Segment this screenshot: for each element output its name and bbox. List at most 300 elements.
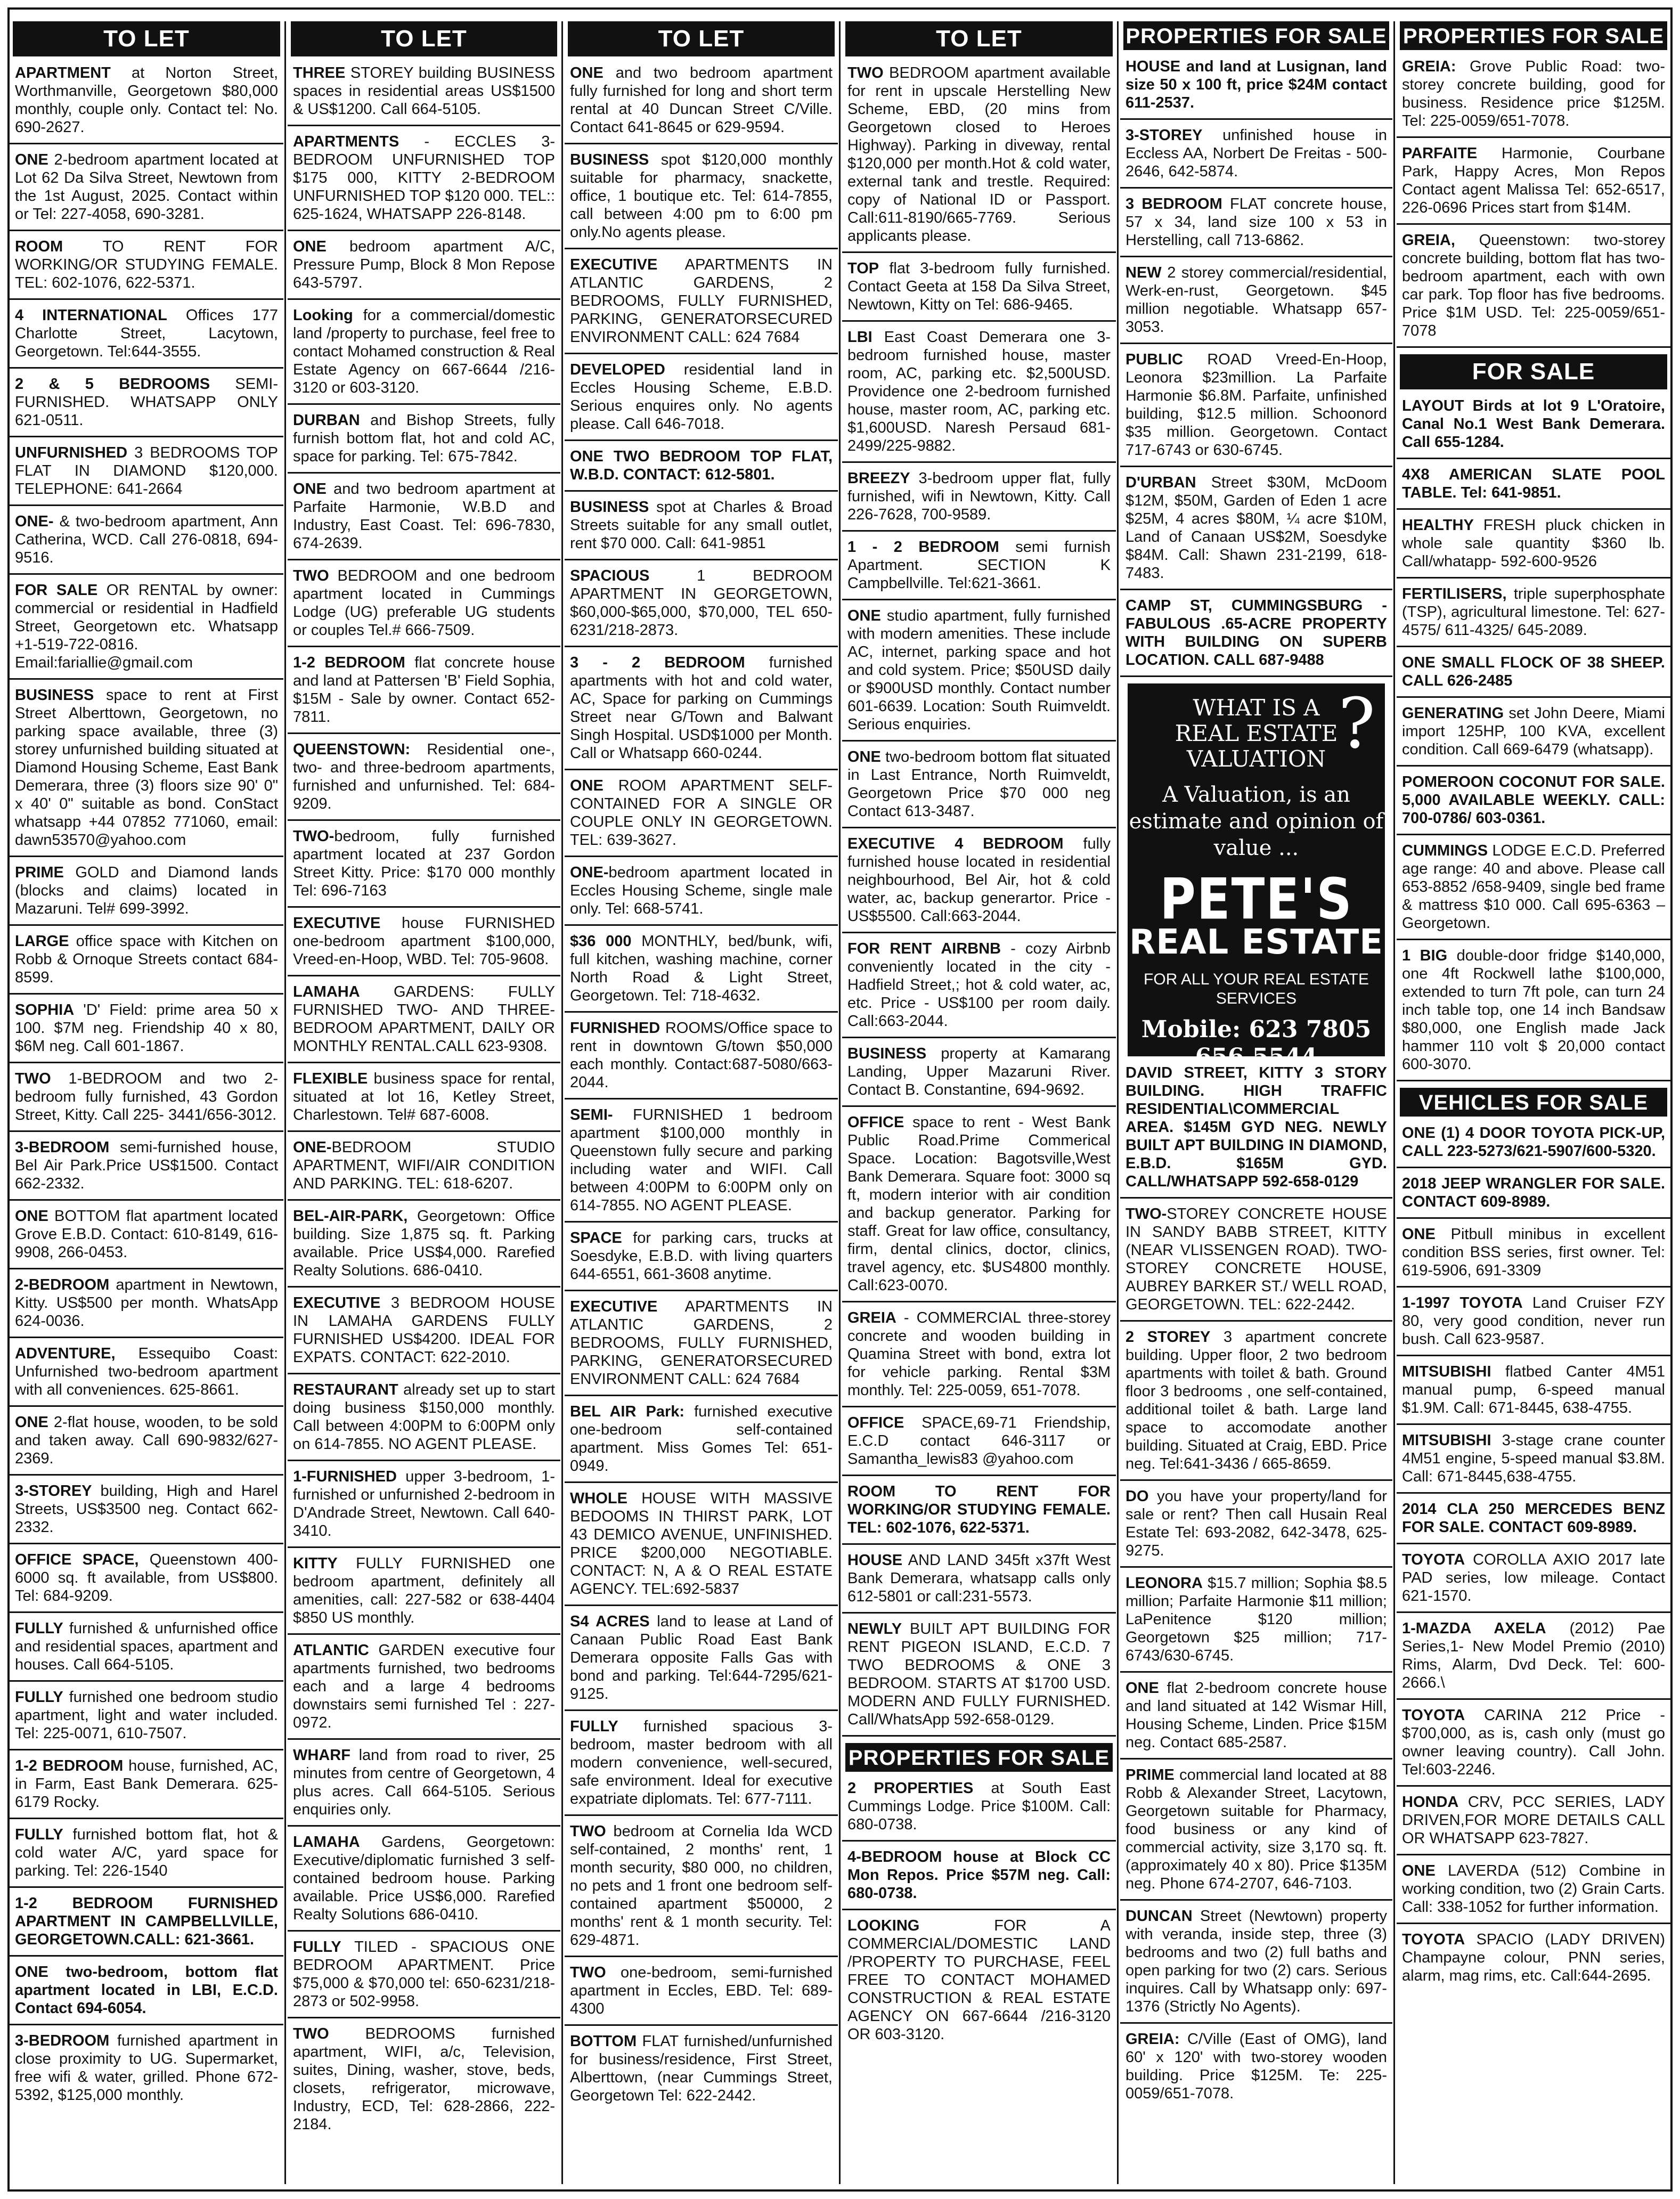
classified-ad: [1120, 1574, 1392, 1673]
ad-lead: FERTILISERS,: [1402, 585, 1507, 602]
ad-text: STOREY CONCRETE HOUSE IN SANDY BABB STREET, KITTY (NEAR VLISSENGEN ROAD). TWO-STOREY CONCRETE HOUSE, AUBREY BARKER ST./ WELL ROAD, GEORGETOWN. TEL: 622-2442.: [1126, 1206, 1387, 1313]
section-header: PROPERTIES FOR SALE: [1400, 21, 1667, 50]
ad-text: land to lease at Land of Canaan Public Road East Bank Demerara opposite Falls Gas with bond and parking. Tel:644-7295/621-9125.: [570, 1613, 833, 1703]
classified-ad: [10, 306, 283, 369]
classified-ad: [288, 133, 560, 231]
ad-text: LODGE E.C.D. Preferred age range: 40 and above. Please call 653-8852 /658-9409, single bed frame & mattress $10 000. Call 695-6363 – Georgetown.: [1402, 842, 1665, 932]
ad-lead: PARFAITE: [1402, 145, 1478, 162]
ad-text: studio apartment, fully furnished with modern amenities. These include AC, internet, parking space and hot and cold system. Price; $50USD daily or $900USD monthly. Contact number 601-6639. Location: South Ruimveldt. Serious enquiries.: [847, 607, 1111, 733]
classified-ad: [1120, 1064, 1392, 1199]
ad-text: BOTTOM flat apartment located Grove E.B.D. Contact: 610-8149, 616-9908, 266-0453.: [15, 1208, 278, 1261]
ad-lead: RESTAURANT: [293, 1381, 398, 1398]
ad-lead: 3-STOREY: [1126, 127, 1203, 144]
ad-text: Residential one-, two- and three-bedroom apartments, furnished and unfurnished. Tel: 684-9209.: [293, 741, 555, 812]
ad-lead: OFFICE SPACE,: [15, 1551, 139, 1568]
classified-ad: [10, 1551, 283, 1613]
ad-text: MONTHLY, bed/bunk, wifi, full kitchen, washing machine, corner North Road & Light Street, Georgetown. Tel: 718-4632.: [570, 933, 833, 1004]
ad-text: bedroom, fully furnished apartment located at 237 Gordon Street Kitty. Price: $170 000 monthly Tel: 696-7163: [293, 828, 555, 899]
ad-text: LAVERDA (512) Combine in working condition, two (2) Grain Carts. Call: 338-1052 for further information.: [1402, 1862, 1665, 1916]
ad-lead: MITSUBISHI: [1402, 1432, 1491, 1449]
ad-text: - ECCLES 3-BEDROOM UNFURNISHED TOP $175 000, KITTY 2-BEDROOM UNFURNISHED TOP $120 000. TEL:: 625-1624, WHATSAPP 226-8148.: [293, 133, 555, 223]
classified-ad: [1120, 264, 1392, 344]
ad-lead: FULLY: [293, 1939, 341, 1956]
classified-ad: [10, 1894, 283, 1957]
ad-text: land from road to river, 25 minutes from centre of Georgetown, 4 plus acres. Call 664-5105. Serious enquiries only.: [293, 1747, 555, 1818]
classified-ad: [1120, 1487, 1392, 1568]
ad-text: FRESH pluck chicken in whole sale quantity $360 lb. Call/whatapp- 592-600-9526: [1402, 517, 1665, 570]
classified-ad: [1397, 1431, 1670, 1494]
classified-ad: [288, 64, 560, 126]
ad-text: TILED - SPACIOUS ONE BEDROOM APARTMENT. Price $75,000 & $70,000 tel: 650-6231/218-2873 or 502-9958.: [293, 1939, 555, 2010]
classified-ad: [288, 306, 560, 405]
ad-text: $15.7 million; Sophia $8.5 million; Parfaite Harmonie $11 million; LaPenitence $120 million; Georgetown $25 million; 717-6743/630-6745.: [1126, 1575, 1387, 1664]
ad-text: APARTMENTS IN ATLANTIC GARDENS, 2 BEDROOMS, FULLY FURNISHED, PARKING, GENERATORSECURED ENVIRONMENT CALL: 624 7684: [570, 256, 833, 346]
ad-lead: EXECUTIVE: [293, 1294, 381, 1312]
ad-lead: QUEENSTOWN:: [293, 741, 411, 758]
ad-text: TO RENT FOR WORKING/OR STUDYING FEMALE. TEL: 602-1076, 622-5371.: [15, 238, 278, 291]
ad-lead: WHARF: [293, 1747, 350, 1764]
ad-lead: 2018 JEEP WRANGLER FOR SALE. CONTACT 609-8989.: [1402, 1175, 1665, 1210]
ad-text: East Coast Demerara one 3-bedroom furnished house, master room, AC, parking etc. $2,500USD. Providence one 2-bedroom furnished house, master room, AC, parking etc. $1,600USD. Naresh Persaud 681-2499/225-9882.: [847, 329, 1111, 454]
ad-lead: BUSINESS: [570, 499, 649, 516]
ad-text: for parking cars, trucks at Soesdyke, E.B.D. with living quarters 644-6551, 661-3608 anytime.: [570, 1229, 833, 1283]
classified-ad: [1120, 1679, 1392, 1760]
classified-ad: [288, 1381, 560, 1461]
classified-ad: [565, 1229, 838, 1291]
ad-lead: EXECUTIVE 4 BEDROOM: [847, 835, 1064, 852]
section-header: VEHICLES FOR SALE: [1400, 1088, 1667, 1117]
ad-lead: ONE: [293, 480, 327, 498]
classified-ad: [288, 740, 560, 821]
classified-ad: [565, 256, 838, 354]
classified-ad: [10, 1826, 283, 1888]
classified-ad: [565, 777, 838, 857]
ad-lead: TWO: [570, 1823, 606, 1840]
ad-lead: EXECUTIVE: [293, 915, 381, 932]
classified-ad: [1397, 585, 1670, 647]
ad-text: FLAT furnished/unfurnished for business/residence, First Street, Alberttown, (near Cummings Street, Georgetown Tel: 622-2442.: [570, 2033, 833, 2104]
ad-lead: ONE: [15, 151, 48, 168]
classified-ad: [1120, 1907, 1392, 2024]
ad-text: furnished apartment in close proximity to UG. Supermarket, free wifi & water, grilled. Phone 672-5392, $125,000 monthly.: [15, 2032, 278, 2104]
ad-lead: WHOLE: [570, 1490, 627, 1507]
classifieds-page: [7, 7, 1673, 2192]
ad-text: flat 2-bedroom concrete house and land situated at 142 Wismar Hill, Housing Scheme, Linden. Price $15M neg. Contact 685-2587.: [1126, 1680, 1387, 1751]
classified-ad: [288, 654, 560, 734]
ad-text: Grove Public Road: two-storey concrete building, good for business. Residence price $125M. Tel: 225-0059/651-7078.: [1402, 58, 1665, 129]
classified-ad: [1397, 1706, 1670, 1787]
classified-ad: [1397, 1175, 1670, 1219]
classified-ad: [288, 827, 560, 908]
ad-text: SPACE,69-71 Friendship, E.C.D contact 646-3117 or Samantha_lewis83 @yahoo.com: [847, 1414, 1111, 1468]
classified-ad: [842, 940, 1116, 1038]
ad-lead: NEW: [1126, 264, 1162, 281]
classified-ad: [565, 498, 838, 560]
ad-lead: ONE-: [570, 864, 609, 881]
classified-ad: [10, 1482, 283, 1544]
ad-lead: ONE (1) 4 DOOR TOYOTA PICK-UP, CALL 223-5273/621-5907/600-5320.: [1402, 1125, 1665, 1160]
ad-text: BEDROOM STUDIO APARTMENT, WIFI/AIR CONDITION AND PARKING. TEL: 618-6207.: [293, 1139, 555, 1192]
ad-text: C/Ville (East of OMG), land 60' x 120' with two-storey wooden building. Price $125M. Te: 225-0059/651-7078.: [1126, 2031, 1387, 2102]
ad-lead: 1 BIG: [1402, 947, 1448, 964]
ad-text: flat concrete house and land at Pattersen 'B' Field Sophia, $15M - Sale by owner. Contact 652-7811.: [293, 654, 555, 726]
ad-text: STOREY building BUSINESS spaces in residential areas US$1500 & US$1200. Call 664-5105.: [293, 64, 555, 118]
ad-lead: 2-BEDROOM: [15, 1276, 110, 1293]
classified-ad: [1397, 516, 1670, 579]
ad-text: Essequibo Coast: Unfurnished two-bedroom apartment with all conveniences. 625-8661.: [15, 1345, 278, 1398]
ad-text: at Norton Street, Worthmanville, Georgetown $80,000 monthly, couple only. Contact tel: No. 690-2627.: [15, 64, 278, 136]
ad-lead: 3-BEDROOM: [15, 1139, 110, 1156]
classified-ad: [288, 411, 560, 474]
section-header: TO LET: [13, 21, 280, 56]
classified-ad: [288, 1833, 560, 1932]
ad-lead: FULLY: [15, 1620, 63, 1637]
ad-text: - cozy Airbnb conveniently located in the city - Hadfield Street,; hot & cold water, ac, etc. Price - US$100 per room daily. Call:663-2044.: [847, 940, 1111, 1030]
ad-text: 1 BEDROOM APARTMENT IN GEORGETOWN, $60,000-$65,000, $70,000, TEL 650-6231/218-2873.: [570, 567, 833, 639]
ad-text: BEDROOM and one bedroom apartment located in Cummings Lodge (UG) preferable UG students or couples Tel.# 666-7509.: [293, 567, 555, 639]
ad-lead: HONDA: [1402, 1794, 1459, 1811]
ad-lead: THREE: [293, 64, 346, 82]
ad-text: GARDENS: FULLY FURNISHED TWO- AND THREE-BEDROOM APARTMENT, DAILY OR MONTHLY RENTAL.CALL 623-9308.: [293, 983, 555, 1055]
ad-lead: HOUSE and land at Lusignan, land size 50 x 100 ft, price $24M contact 611-2537.: [1126, 58, 1387, 111]
ad-lead: 4-BEDROOM house at Block CC Mon Repos. Price $57M neg. Call: 680-0738.: [847, 1848, 1111, 1902]
ad-lead: SOPHIA: [15, 1001, 75, 1019]
ad-text: and Bishop Streets, fully furnish bottom flat, hot and cold AC, space for parking. Tel: 675-7842.: [293, 412, 555, 465]
ad-text: bedroom apartment located in Eccles Housing Scheme, single male only. Tel: 668-5741.: [570, 864, 833, 917]
ad-text: unfinished house in Eccless AA, Norbert De Freitas - 500-2646, 642-5874.: [1126, 127, 1387, 180]
ad-text: bedroom apartment A/C, Pressure Pump, Block 8 Mon Repose 643-5797.: [293, 238, 555, 291]
classified-ad: [1397, 1619, 1670, 1700]
ad-lead: TOYOTA: [1402, 1931, 1465, 1948]
ad-text: upper 3-bedroom, 1-furnished or unfurnished 2-bedroom in D'Andrade Street, Newtown. Call 640-3410.: [293, 1468, 555, 1540]
classified-ad: [1397, 144, 1670, 225]
ad-text: AND LAND 345ft x37ft West Bank Demerara, whatsapp calls only 612-5801 or call:231-5573.: [847, 1552, 1111, 1605]
ad-text: - COMMERCIAL three-storey concrete and wooden building in Quamina Street with bond, extra lot for vehicle parking. Rental $3M monthly. Tel: 225-0059, 651-7078.: [847, 1309, 1111, 1399]
ad-lead: FULLY: [15, 1689, 63, 1706]
ad-lead: DEVELOPED: [570, 361, 665, 378]
classified-ad: [288, 1070, 560, 1132]
ad-text: Pitbull minibus in excellent condition BSS series, first owner. Tel: 619-5906, 691-3309: [1402, 1226, 1665, 1279]
section-header: PROPERTIES FOR SALE: [845, 1743, 1113, 1772]
classified-ad: [10, 1963, 283, 2025]
ad-text: CARINA 212 Price - $700,000, as is, cash only (must go owner leaving country). Call John. Tel:603-2246.: [1402, 1707, 1665, 1778]
ad-lead: ONE TWO BEDROOM TOP FLAT, W.B.D. CONTACT: 612-5801.: [570, 448, 833, 483]
classified-ad: [288, 238, 560, 300]
classified-ad: [842, 1620, 1116, 1737]
ad-lead: ONE SMALL FLOCK OF 38 SHEEP. CALL 626-2485: [1402, 654, 1665, 689]
ad-text: ROOMS/Office space to rent in downtown G/town $50,000 each monthly. Contact:687-5080/663-2044.: [570, 1020, 833, 1091]
column-rule: [561, 21, 563, 2184]
ad-lead: TWO-: [1126, 1206, 1167, 1223]
ad-lead: S4 ACRES: [570, 1613, 650, 1630]
ad-lead: ONE: [847, 607, 881, 624]
classified-ad: [842, 64, 1116, 253]
ad-text: space to rent - West Bank Public Road.Prime Commerical Space. Location: Bagotsville,West Bank Demerara. Square foot: 3000 sq ft, modern interior with air condition and backup generator. Parking for staff. Great for law office, consultancy, firm, dental clinics, doctor, clinics, travel agency, etc. $US4800 monthly. Call:623-0070.: [847, 1114, 1111, 1294]
ad-text: Offices 177 Charlotte Street, Lacytown, Georgetown. Tel:644-3555.: [15, 307, 278, 360]
classified-ad: [565, 2032, 838, 2111]
ad-lead: BREEZY: [847, 470, 910, 487]
ad-text: 3-bedroom upper flat, fully furnished, wifi in Newtown, Kitty. Call 226-7628, 700-9589.: [847, 470, 1111, 523]
classified-ad: [10, 581, 283, 680]
classified-ad: [10, 1757, 283, 1819]
ad-text: apartment in Newtown, Kitty. US$500 per month. WhatsApp 624-0036.: [15, 1276, 278, 1330]
ad-text: BUILT APT BUILDING FOR RENT PIGEON ISLAND, E.C.D. 7 TWO BEDROOMS & ONE 3 BEDROOM. STARTS AT $1700 USD. MODERN AND FULLY FURNISHED. Call/WhatsApp 592-658-0129.: [847, 1620, 1111, 1728]
section-header: FOR SALE: [1400, 354, 1667, 389]
classified-ad: [288, 914, 560, 976]
ad-lead: TWO-: [293, 828, 335, 845]
classified-ad: [288, 1138, 560, 1201]
classified-ad: [10, 444, 283, 506]
question-mark: ?: [1338, 683, 1375, 764]
ad-text: Street $30M, McDoom $12M, $50M, Garden of Eden 1 acre $25M, 4 acres $80M, ¼ acre $10M, Land of Canaan US$2M, Soesdyke $84M. Call: Shawn 231-2199, 618-7483.: [1126, 474, 1387, 582]
ad-lead: 4X8 AMERICAN SLATE POOL TABLE. Tel: 641-9851.: [1402, 466, 1665, 501]
ad-text: Land Cruiser FZY 80, very good condition, never run bush. Call 623-9587.: [1402, 1294, 1665, 1348]
classified-ad: [1397, 1225, 1670, 1288]
real-estate-promo-box: [1128, 683, 1385, 1071]
classified-ad: [842, 835, 1116, 933]
ad-text: furnished one bedroom studio apartment, light and water included. Tel: 225-0071, 610-7507.: [15, 1689, 278, 1742]
ad-lead: DO: [1126, 1488, 1149, 1505]
classified-ad: [10, 932, 283, 995]
ad-text: CRV, PCC SERIES, LADY DRIVEN,FOR MORE DETAILS CALL OR WHATSAPP 623-7827.: [1402, 1794, 1665, 1847]
ad-text: Queenstown 400-6000 sq. ft available, from US$800. Tel: 684-9209.: [15, 1551, 278, 1605]
ad-lead: FULLY: [570, 1718, 618, 1735]
ad-lead: BUSINESS: [847, 1045, 927, 1062]
classified-ad: [10, 1001, 283, 1063]
ad-text: 3 BEDROOMS TOP FLAT IN DIAMOND $120,000. TELEPHONE: 641-2664: [15, 444, 278, 498]
ad-text: & two-bedroom apartment, Ann Catherina, WCD. Call 276-0818, 694-9516.: [15, 513, 278, 566]
classified-ad: [1397, 704, 1670, 767]
column-6: [1397, 21, 1670, 2184]
ad-text: commercial land located at 88 Robb & Alexander Street, Lacytown, Georgetown suitable for Pharmacy, food business or any kind of commercial activity, size 3,170 sq. ft. (approximately 40 x 80). Price $135M neg. Phone 674-2707, 646-7103.: [1126, 1766, 1387, 1892]
ad-lead: GREIA:: [1126, 2031, 1180, 2048]
ad-lead: GREIA:: [1402, 58, 1456, 75]
ad-text: furnished & unfurnished office and residential spaces, apartment and houses. Call 664-5105.: [15, 1620, 278, 1673]
ad-text: ROOM APARTMENT SELF-CONTAINED FOR A SINGLE OR COUPLE ONLY IN GEORGETOWN. TEL: 639-3627.: [570, 777, 833, 849]
ad-lead: TOYOTA: [1402, 1707, 1465, 1724]
column-5: [1120, 21, 1392, 2184]
promo-tagline: FOR ALL YOUR REAL ESTATE SERVICES: [1144, 971, 1369, 1007]
ad-lead: BUSINESS: [15, 687, 94, 704]
ad-lead: KITTY: [293, 1555, 338, 1572]
ad-text: Gardens, Georgetown: Executive/diplomatic furnished 3 self-contained bedroom house. Parking available. Price US$6,000. Rarefied Realty Solutions 686-0410.: [293, 1834, 555, 1923]
ad-text: spot at Charles & Broad Streets suitable for any small outlet, rent $70 000. Call: 641-9851: [570, 499, 833, 552]
ad-text: spot $120,000 monthly suitable for pharmacy, snackette, office, 1 boutique etc. Tel: 614-7855, call between 4:00 pm to 6:00 pm only.No agents please.: [570, 151, 833, 241]
classified-ad: [565, 1489, 838, 1606]
ad-text: 2-bedroom apartment located at Lot 62 Da Silva Street, Newtown from the 1st August, 2025. Contact within or Tel: 227-4058, 690-3281.: [15, 151, 278, 223]
classified-ad: [10, 1688, 283, 1750]
classified-ad: [565, 447, 838, 492]
ad-lead: HEALTHY: [1402, 517, 1474, 534]
ad-text: house FURNISHED one-bedroom apartment $100,000, Vreed-en-Hoop, WBD. Tel: 705-9608.: [293, 915, 555, 968]
ad-lead: TWO: [570, 1964, 606, 1981]
ad-lead: ONE: [1402, 1226, 1436, 1243]
classified-ad: [1120, 195, 1392, 257]
classified-ad: [1120, 126, 1392, 189]
section-header: TO LET: [291, 21, 557, 56]
classified-ad: [842, 1045, 1116, 1107]
classified-ad: [1120, 351, 1392, 467]
classified-ad: [1120, 1205, 1392, 1322]
ad-lead: ONE-: [293, 1139, 332, 1156]
ad-lead: TOYOTA: [1402, 1551, 1465, 1568]
ad-text: HOUSE WITH MASSIVE BEDOOMS IN THIRST PARK, LOT 43 DEMICO AVENUE, UNFINISHED. PRICE $200,000 NEGOTIABLE. CONTACT: N, A & O REAL ESTATE AGENCY. TEL:692-5837: [570, 1490, 833, 1598]
ad-text: one-bedroom, semi-furnished apartment in Eccles, EBD. Tel: 689-4300: [570, 1964, 833, 2017]
ad-lead: ROOM: [15, 238, 63, 255]
ad-lead: TWO: [15, 1070, 51, 1087]
classified-ad: [565, 932, 838, 1013]
ad-lead: Looking: [293, 307, 353, 324]
column-rule: [284, 21, 286, 2184]
ad-text: set John Deere, Miami import 125HP, 100 KVA, excellent condition. Call 669-6479 (whatsapp).: [1402, 705, 1665, 758]
classified-ad: [1120, 2030, 1392, 2109]
ad-lead: $36 000: [570, 933, 632, 950]
ad-lead: 3-BEDROOM: [15, 2032, 110, 2049]
classified-ad: [288, 983, 560, 1063]
promo-question: WHAT IS A REAL ESTATE VALUATION: [1175, 695, 1338, 772]
classified-ad: [1397, 947, 1670, 1081]
ad-lead: DUNCAN: [1126, 1908, 1193, 1925]
classified-ad: [10, 512, 283, 575]
ad-lead: 3-STOREY: [15, 1483, 92, 1500]
classified-ad: [1397, 1294, 1670, 1356]
ad-lead: ONE-: [15, 513, 54, 530]
ad-lead: BOTTOM: [570, 2033, 637, 2050]
ad-text: FOR A COMMERCIAL/DOMESTIC LAND /PROPERTY TO PURCHASE, FEEL FREE TO CONTACT MOHAMED CONSTRUCTION & REAL ESTATE AGENCY ON 667-6644 /216-3120 OR 603-3120.: [847, 1917, 1111, 2043]
ad-lead: ADVENTURE,: [15, 1345, 116, 1362]
ad-lead: LOOKING: [847, 1917, 920, 1934]
classified-ad: [10, 151, 283, 231]
classified-ad: [565, 1403, 838, 1483]
ad-text: and two bedroom apartment at Parfaite Harmonie, W.B.D and Industry, East Coast. Tel: 696-7830, 674-2639.: [293, 480, 555, 552]
ad-lead: ONE: [570, 64, 604, 82]
ad-text: FULLY FURNISHED one bedroom apartment, definitely all amenities, call: 227-582 or 638-4404 $850 US monthly.: [293, 1555, 555, 1626]
classified-ad: [842, 469, 1116, 532]
ad-text: Georgetown: Office building. Size 1,875 sq. ft. Parking available. Price US$4,000. Rarefied Realty Solutions. 686-0410.: [293, 1208, 555, 1279]
ad-text: triple superphosphate (TSP), agricultural limestone. Tel: 627-4575/ 611-4325/ 645-2089.: [1402, 585, 1665, 639]
classified-ad: [565, 864, 838, 926]
classified-ad: [842, 1551, 1116, 1614]
classified-ad: [1397, 466, 1670, 510]
ad-lead: 3 - 2 BEDROOM: [570, 654, 745, 671]
ad-text: SEMI-FURNISHED. WHATSAPP ONLY 621-0511.: [15, 376, 278, 429]
ad-lead: LAMAHA: [293, 1834, 360, 1851]
classified-ad: [288, 1938, 560, 2018]
column-3: [565, 21, 838, 2184]
classified-ad: [288, 2025, 560, 2140]
classified-ad: [565, 1612, 838, 1711]
ad-lead: LEONORA: [1126, 1575, 1203, 1592]
ad-text: business space for rental, situated at lot 16, Ketley Street, Charlestown. Tel# 687-6008.: [293, 1070, 555, 1123]
ad-text: 3-stage crane counter 4M51 engine, 5-speed manual $3.8M. Call: 671-8445,638-4755.: [1402, 1432, 1665, 1485]
ad-text: Queenstown: two-storey concrete building, bottom flat has two-bedroom apartment, each with own car park. Top floor has five bedrooms. Price $1M USD. Tel: 225-0059/651-7078: [1402, 232, 1665, 339]
ad-text: 2 storey commercial/residential, Werk-en-rust, Georgetown. $45 million negotiable. Whatsapp 657-3053.: [1126, 264, 1387, 336]
classified-ad: [842, 1414, 1116, 1476]
ad-text: furnished bottom flat, hot & cold water A/C, yard space for parking. Tel: 226-1540: [15, 1826, 278, 1879]
ad-lead: ONE: [15, 1208, 48, 1225]
ad-text: double-door fridge $140,000, one 4ft Rockwell lathe $100,000, extended to turn 7ft pole, can turn 24 inch table top, one 14 inch Bandsaw $80,000, one English made Jack hammer 110 volt $ 20,000 contact 600-3070.: [1402, 947, 1665, 1073]
promo-logo-real-estate: REAL ESTATE: [1129, 923, 1384, 962]
ad-lead: GENERATING: [1402, 705, 1504, 722]
ad-lead: BEL-AIR-PARK,: [293, 1208, 408, 1225]
ad-text: space to rent at First Street Alberttown, Georgetown, no parking space available, three (3) storey unfurnished building situated at Diamond Housing Scheme, East Bank Demerara, three (3) floors size 90' 0" x 40' 0" suitable as bond. ConStact whatsapp +44 07852 771060, email: dawn53570@yahoo.com: [15, 687, 278, 849]
ad-lead: OFFICE: [847, 1114, 904, 1131]
ad-lead: OFFICE: [847, 1414, 904, 1431]
ad-text: 3 BEDROOM HOUSE IN LAMAHA GARDENS FULLY FURNISHED US$4200. IDEAL FOR EXPATS. CONTACT: 622-2010.: [293, 1294, 555, 1366]
classified-ad: [288, 1554, 560, 1635]
classified-ad: [565, 1298, 838, 1396]
promo-answer: A Valuation, is an estimate and opinion of value ...: [1129, 783, 1384, 860]
classified-ad: [565, 64, 838, 144]
ad-text: two-bedroom bottom flat situated in Last Entrance, North Ruimveldt, Georgetown Price $70 000 neg Contact 613-3487.: [847, 748, 1111, 820]
classified-ad: [842, 607, 1116, 742]
classified-ad: [288, 1641, 560, 1740]
ad-lead: ATLANTIC: [293, 1642, 369, 1659]
classified-ad: [1397, 397, 1670, 459]
ad-text: you have your property/land for sale or rent? Then call Husain Real Estate Tel: 693-2082, 642-3478, 625-9275.: [1126, 1488, 1387, 1559]
classified-ad: [10, 1413, 283, 1476]
classified-ad: [10, 2032, 283, 2111]
ad-text: FURNISHED 1 bedroom apartment $100,000 monthly in Queenstown fully secure and parking including water and WIFI. Call between 4:00PM to 6:00PM only on 614-7855. NO AGENT PLEASE.: [570, 1106, 833, 1214]
column-rule: [839, 21, 841, 2184]
classified-ad: [1397, 1363, 1670, 1425]
classified-ad: [565, 361, 838, 441]
promo-mobile-second: 656 5544: [1195, 1044, 1318, 1071]
ad-text: 'D' Field: prime area 50 x 100. $7M neg. Friendship 40 x 80, $6M neg. Call 601-1867.: [15, 1001, 278, 1055]
ad-text: Harmonie, Courbane Park, Happy Acres, Mon Repos Contact agent Malissa Tel: 652-6517, 226-0696 Prices start from $14M.: [1402, 145, 1665, 216]
ad-text: OR RENTAL by owner: commercial or residential in Hadfield Street, Georgetown etc. Whatsapp +1-519-722-0816. Email:fariallie@gmail.com: [15, 582, 278, 671]
section-header: TO LET: [845, 21, 1113, 56]
classified-ad: [1120, 1766, 1392, 1901]
ad-text: 3 apartment concrete building. Upper floor, 2 two bedroom apartments with toilet & bath. Ground floor 3 bedrooms , one self-contained, additional toilet & bath. Large land space to accomodate another building. Situated at Craig, EBD. Price neg. Tel:641-3436 / 665-8659.: [1126, 1329, 1387, 1472]
classified-ad: [288, 1746, 560, 1827]
classified-ad: [1397, 1500, 1670, 1544]
section-header: PROPERTIES FOR SALE: [1123, 21, 1389, 50]
classified-ad: [842, 259, 1116, 322]
column-2: [288, 21, 560, 2184]
ad-lead: ONE: [293, 238, 327, 255]
ad-lead: ROOM TO RENT FOR WORKING/OR STUDYING FEMALE. TEL: 602-1076, 622-5371.: [847, 1483, 1111, 1536]
ad-lead: 1-2 BEDROOM: [15, 1757, 124, 1774]
ad-text: (2012) Pae Series,1- New Model Premio (2010) Rims, Alarm, Dvd Deck. Tel: 600-2666.\: [1402, 1620, 1665, 1691]
ad-lead: DAVID STREET, KITTY 3 STORY BUILDING. HIGH TRAFFIC RESIDENTIAL\COMMERCIAL AREA. $145M GYD NEG. NEWLY BUILT APT BUILDING IN DIAMOND, E.B.D. $165M GYD. CALL/WHATSAPP 592-658-0129: [1126, 1064, 1387, 1190]
classified-ad: [565, 1019, 838, 1100]
classified-ad: [842, 1779, 1116, 1842]
ad-lead: ONE: [570, 777, 604, 794]
ad-lead: 1-1997 TOYOTA: [1402, 1294, 1523, 1312]
ad-lead: SPACE: [570, 1229, 622, 1247]
ad-lead: TOP: [847, 260, 879, 277]
classified-ad: [10, 1345, 283, 1407]
ad-lead: UNFURNISHED: [15, 444, 128, 461]
ad-text: fully furnished house located in residential neighbourhood, Bel Air, hot & cold water, ac, backup generartor. Price - US$5500. Call:663-2044.: [847, 835, 1111, 925]
ad-text: 2-flat house, wooden, to be sold and taken away. Call 690-9832/627-2369.: [15, 1414, 278, 1467]
classified-ad: [1120, 1328, 1392, 1481]
ad-lead: HOUSE: [847, 1552, 903, 1569]
classified-ad: [1397, 842, 1670, 940]
classified-ad: [565, 1717, 838, 1816]
ad-lead: SPACIOUS: [570, 567, 650, 584]
classified-ad: [288, 567, 560, 647]
ad-lead: LBI: [847, 329, 872, 346]
ad-text: furnished apartments with hot and cold water, AC, Space for parking on Cummings Street near G/Town and Balwant Singh Hospital. USD$1000 per Month. Call or Whatsapp 660-0244.: [570, 654, 833, 762]
classified-ad: [565, 567, 838, 647]
ad-lead: TWO: [293, 2025, 329, 2042]
ad-lead: 2 & 5 BEDROOMS: [15, 376, 210, 393]
classified-ad: [842, 748, 1116, 828]
classified-ad: [10, 238, 283, 300]
classified-ad: [842, 328, 1116, 463]
